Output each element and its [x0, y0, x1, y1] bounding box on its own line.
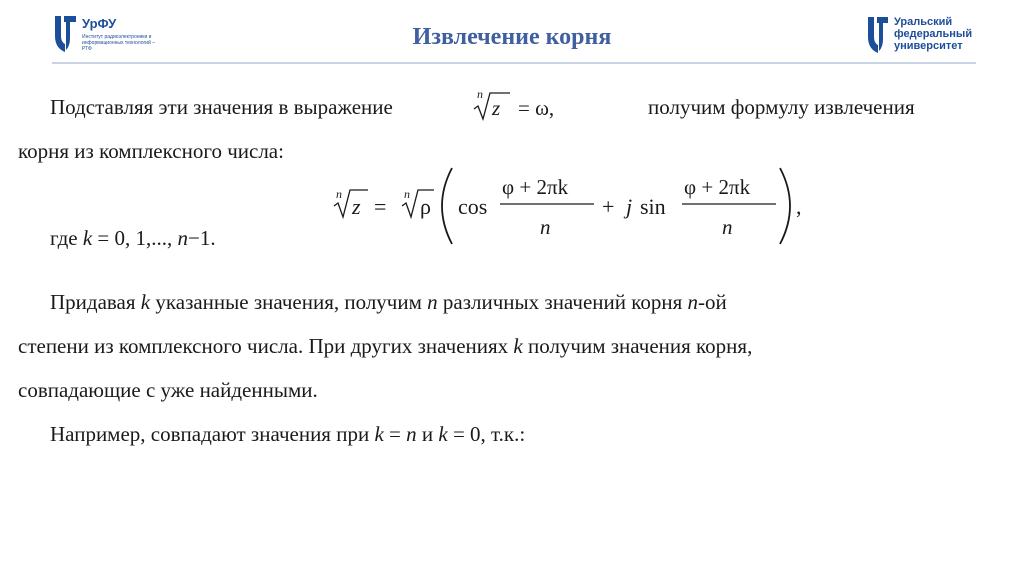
institute-name: Институт радиоэлектроники и информационных технологий – РТФ	[82, 34, 156, 52]
main-rho: ρ	[420, 194, 431, 219]
para2-l1b: указанные значения, получим	[150, 290, 428, 314]
where-end: −1.	[188, 226, 216, 250]
para3-and: и	[416, 422, 439, 446]
right-paren	[780, 168, 790, 244]
fraction1-numerator: φ + 2πk	[502, 175, 569, 199]
para2-l1c: различных значений корня	[437, 290, 688, 314]
para3-k1: k	[374, 422, 384, 446]
where-prefix: где	[50, 226, 78, 250]
header-divider	[52, 62, 976, 64]
urfu-logo-right	[866, 15, 978, 57]
para1-line1-start: Подставляя эти значения в выражение	[50, 95, 393, 119]
university-name	[894, 16, 972, 52]
para2-k: k	[140, 290, 151, 314]
where-n: n	[177, 226, 188, 250]
main-root-index-1: n	[336, 187, 342, 201]
university-name-line3: университет	[894, 40, 963, 52]
fraction1-denominator: n	[540, 215, 551, 239]
para2-l1a: Придавая	[50, 290, 141, 314]
para2-l2b: получим значения корня,	[522, 334, 753, 358]
para1-line2: корня из комплексного числа:	[18, 139, 284, 163]
para3-a: Например, совпадают значения при	[50, 422, 375, 446]
main-comma: ,	[796, 194, 802, 219]
para3-end: = 0, т.к.:	[447, 422, 526, 446]
para3-n: n	[406, 422, 417, 446]
fraction2-denominator: n	[722, 215, 733, 239]
root-index: n	[477, 87, 483, 101]
urfu-emblem-icon	[866, 15, 890, 55]
urfu-brand-text: УрФУ	[82, 16, 117, 31]
where-k: k	[82, 226, 93, 250]
where-rest: = 0, 1,...,	[92, 226, 178, 250]
para2-line3: совпадающие с уже найденными.	[18, 378, 318, 402]
para1-line1-end: получим формулу извлечения	[648, 95, 915, 119]
k-range-line	[50, 226, 216, 250]
para2-n1: n	[427, 290, 438, 314]
inline-root-formula	[470, 84, 580, 124]
radicand-z: z	[492, 96, 501, 120]
main-z: z	[352, 194, 361, 219]
main-sin: sin	[640, 194, 666, 219]
fraction2-numerator: φ + 2πk	[684, 175, 751, 199]
para2-l1d: -ой	[698, 290, 727, 314]
page-title: Извлечение корня	[412, 24, 612, 50]
inline-rhs: = ω,	[518, 96, 555, 120]
para2-l2a: степени из комплексного числа. При других значениях	[18, 334, 514, 358]
main-root-index-2: n	[404, 187, 410, 201]
main-cos: cos	[458, 194, 488, 219]
para3-k2: k	[438, 422, 448, 446]
para2-k2: k	[513, 334, 523, 358]
left-paren	[442, 168, 452, 244]
main-j: j	[626, 194, 633, 219]
para3-line	[50, 422, 525, 446]
main-equals: =	[374, 194, 387, 219]
university-name-line1: Уральский	[894, 16, 953, 28]
main-root-formula	[330, 162, 810, 248]
para2-n2: n	[687, 290, 699, 314]
para2-line2	[18, 334, 752, 358]
para3-eq: =	[383, 422, 407, 446]
para2-line1	[50, 290, 727, 314]
main-plus: +	[602, 194, 615, 219]
university-name-line2: федеральный	[894, 28, 973, 40]
